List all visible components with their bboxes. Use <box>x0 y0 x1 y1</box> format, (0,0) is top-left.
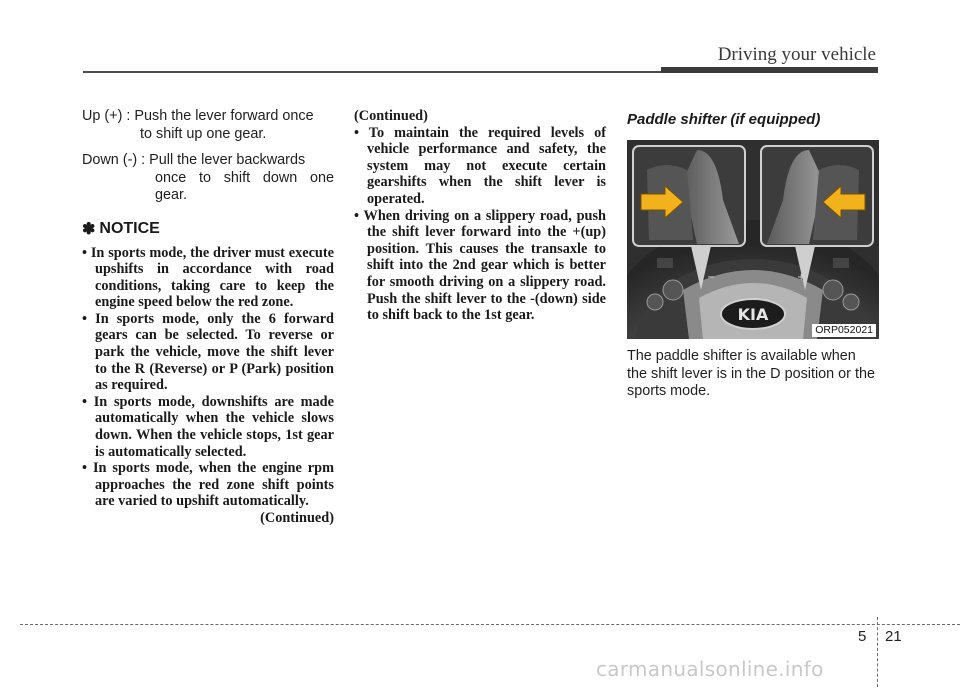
notice-title: NOTICE <box>99 219 160 237</box>
list-item: • In sports mode, only the 6 forward gears can be selected. To reverse or park the vehicle, move the shift lever to the R (Reverse) or P (Park) position as required. <box>82 311 334 394</box>
page-number: 21 <box>885 628 902 645</box>
definition-term: Up (+) : <box>82 108 135 124</box>
page-number-divider <box>877 617 878 687</box>
notice-heading <box>82 219 334 239</box>
list-item: • In sports mode, when the engine rpm approaches the red zone shift points are varied to upshift automatically. <box>82 460 334 510</box>
continued-label: (Continued) <box>354 108 428 124</box>
definition-text: Pull the lever backwards <box>149 152 306 168</box>
paddle-description: The paddle shifter is available when the shift lever is in the D position or the sports mode. <box>627 348 875 399</box>
column-1 <box>82 108 334 527</box>
definition-text: Push the lever forward once <box>134 108 314 124</box>
continued-label: (Continued) <box>260 510 334 526</box>
column-3 <box>627 108 879 401</box>
header-rule-accent <box>661 67 878 73</box>
list-item: • In sports mode, downshifts are made automatically when the vehicle slows down. When the vehicle stops, 1st gear is automatically selected. <box>82 394 334 460</box>
watermark: carmanualsonline.info <box>596 657 824 681</box>
definition-continuation: once to shift down one gear. <box>155 169 334 203</box>
paddle-shifter-illustration <box>627 140 879 339</box>
footer-rule <box>20 624 960 625</box>
figure-caption: ORP052021 <box>812 324 876 337</box>
list-item: • To maintain the required levels of vehicle performance and safety, the system may not execute certain gearshifts when the shift lever is operated. <box>354 125 606 208</box>
chapter-number: 5 <box>858 628 867 645</box>
notice-list-continued <box>354 125 606 324</box>
definition-continuation: to shift up one gear. <box>140 125 267 142</box>
subheading: Paddle shifter (if equipped) <box>627 111 821 128</box>
paddle-plus-label: + <box>797 272 806 283</box>
paddle-shifter-figure <box>627 140 879 339</box>
notice-mark-icon: ✽ <box>82 220 96 238</box>
header-rule <box>83 71 661 73</box>
kia-logo: KIA <box>737 305 769 324</box>
definition-up <box>82 108 334 143</box>
section-title: Driving your vehicle <box>717 44 876 65</box>
list-item: • When driving on a slippery road, push the shift lever forward into the +(up) position. This causes the transaxle to shift into the 2nd gear which is better for smooth driving on a slippery road. Push the shift lever to the -(down) side to shift back to the 1st gear. <box>354 208 606 324</box>
paddle-minus-label: − <box>707 272 716 283</box>
definition-down <box>82 152 334 205</box>
column-2 <box>354 108 606 324</box>
definition-term: Down (-) : <box>82 152 150 168</box>
list-item: • In sports mode, the driver must execute upshifts in accordance with road conditions, taking care to keep the engine speed below the red zone. <box>82 245 334 311</box>
notice-list <box>82 245 334 511</box>
